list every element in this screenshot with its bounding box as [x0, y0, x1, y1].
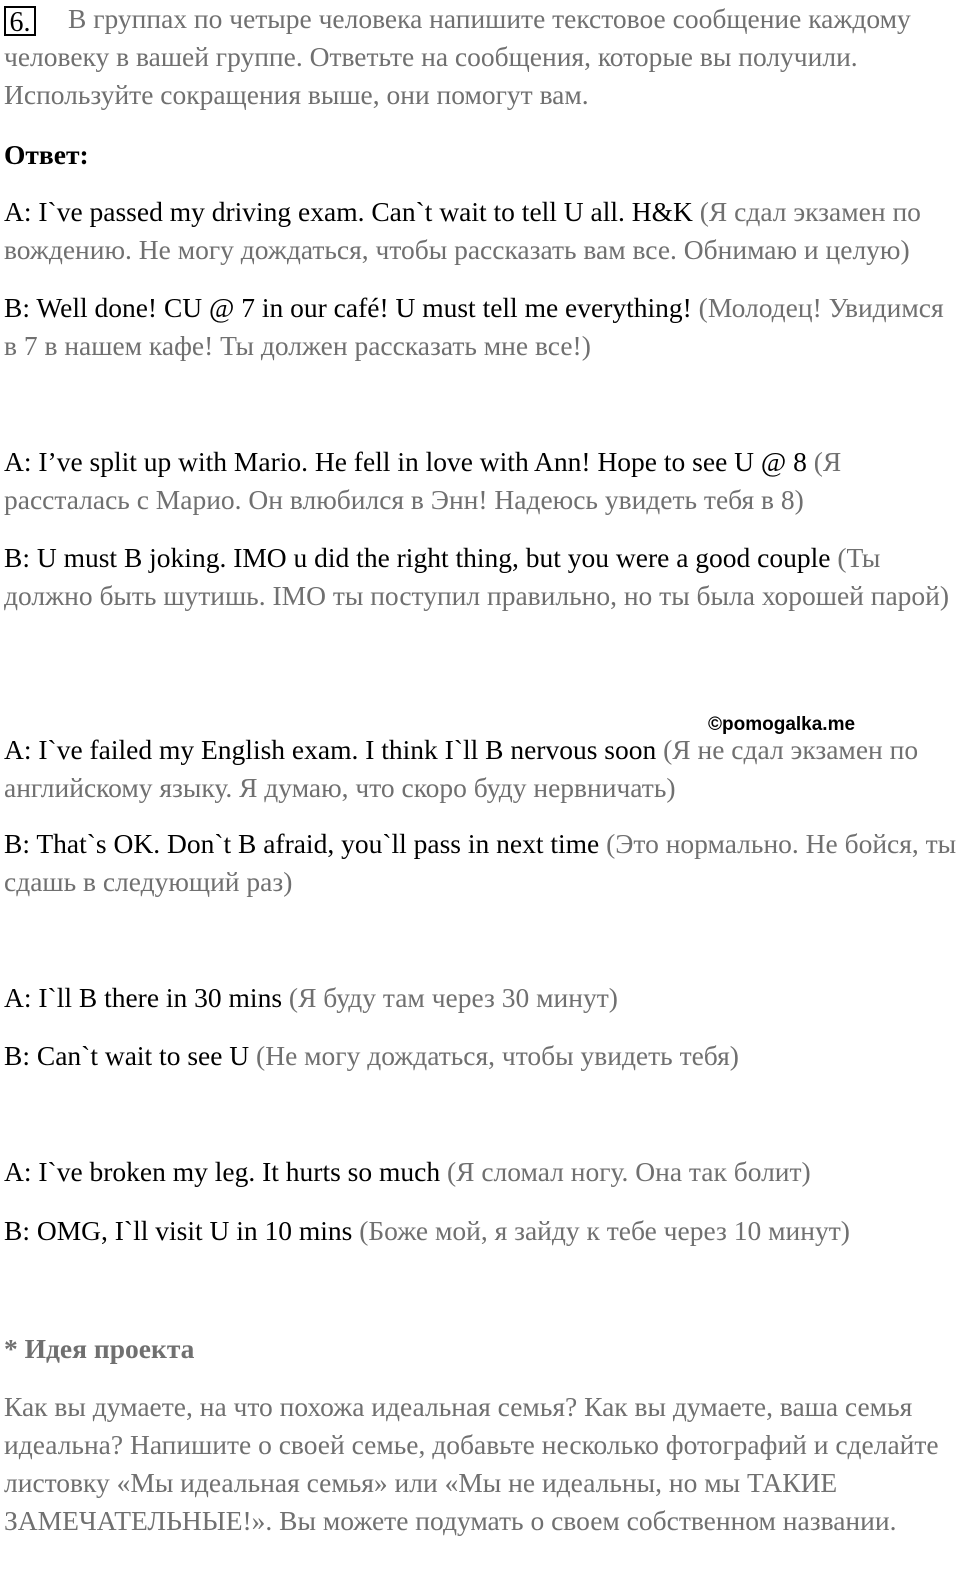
message-ru: (Я сдал экзамен по вождению. Не могу дождаться, чтобы рассказать вам все. Обнимаю и целую)	[4, 196, 921, 265]
dialogue-5-b	[4, 1212, 960, 1250]
message-en: B: OMG, I`ll visit U in 10 mins	[4, 1215, 353, 1246]
dialogue-3-b	[4, 825, 960, 901]
answer-heading: Ответ:	[4, 139, 89, 170]
dialogue-3-a	[4, 731, 960, 807]
dialogue-5-a	[4, 1153, 960, 1191]
message-en: B: Well done! CU @ 7 in our café! U must tell me everything!	[4, 292, 692, 323]
project-heading: * Идея проекта	[4, 1333, 195, 1364]
watermark: ©pomogalka.me	[708, 714, 856, 735]
message-en: A: I`ve passed my driving exam. Can`t wait to tell U all. H&K	[4, 196, 693, 227]
dialogue-2-b	[4, 539, 960, 615]
message-ru: (Боже мой, я зайду к тебе через 10 минут)	[352, 1215, 850, 1246]
message-ru: (Я не сдал экзамен по английскому языку. Я думаю, что скоро буду нервничать)	[4, 734, 919, 803]
message-ru: (Не могу дождаться, чтобы увидеть тебя)	[249, 1040, 739, 1071]
message-ru: (Молодец! Увидимся в 7 в нашем кафе! Ты должен рассказать мне все!)	[4, 292, 944, 361]
dialogue-4-a	[4, 979, 960, 1017]
message-en: A: I`ve failed my English exam. I think I`ll B nervous soon	[4, 734, 657, 765]
message-ru: (Ты должно быть шутишь. IMO ты поступил правильно, но ты была хорошей парой)	[4, 542, 950, 611]
dialogue-2-a	[4, 443, 960, 519]
message-en: A: I`ve broken my leg. It hurts so much	[4, 1156, 441, 1187]
message-en: A: I`ll B there in 30 mins	[4, 982, 283, 1013]
message-en: B: That`s OK. Don`t B afraid, you`ll pass in next time	[4, 828, 600, 859]
task-number: 6.	[4, 6, 36, 36]
message-ru: (Это нормально. Не бойся, ты сдашь в следующий раз)	[4, 828, 957, 897]
dialogue-4-b	[4, 1037, 960, 1075]
message-en: B: Can`t wait to see U	[4, 1040, 250, 1071]
task-instructions: В группах по четыре человека напишите текстовое сообщение каждому человеку в вашей группе. Ответьте на сообщения, которые вы получили. Используйте сокращения выше, они помогут вам.	[4, 3, 911, 110]
message-ru: (Я буду там через 30 минут)	[282, 982, 618, 1013]
message-en: A: I’ve split up with Mario. He fell in love with Ann! Hope to see U @ 8	[4, 446, 807, 477]
message-ru: (Я сломал ногу. Она так болит)	[440, 1156, 811, 1187]
message-en: B: U must B joking. IMO u did the right thing, but you were a good couple	[4, 542, 831, 573]
project-text: Как вы думаете, на что похожа идеальная семья? Как вы думаете, ваша семья идеальна? Напишите о своей семье, добавьте несколько фотографий и сделайте листовку «Мы идеальная семья» или «Мы не идеальны, но мы ТАКИЕ ЗАМЕЧАТЕЛЬНЫЕ!». Вы можете подумать о своем собственном названии.	[4, 1391, 939, 1536]
task-text	[4, 0, 956, 114]
dialogue-1-a	[4, 193, 960, 269]
dialogue-1-b	[4, 289, 960, 365]
message-ru: (Я рассталась с Марио. Он влюбился в Энн! Надеюсь увидеть тебя в 8)	[4, 446, 842, 515]
